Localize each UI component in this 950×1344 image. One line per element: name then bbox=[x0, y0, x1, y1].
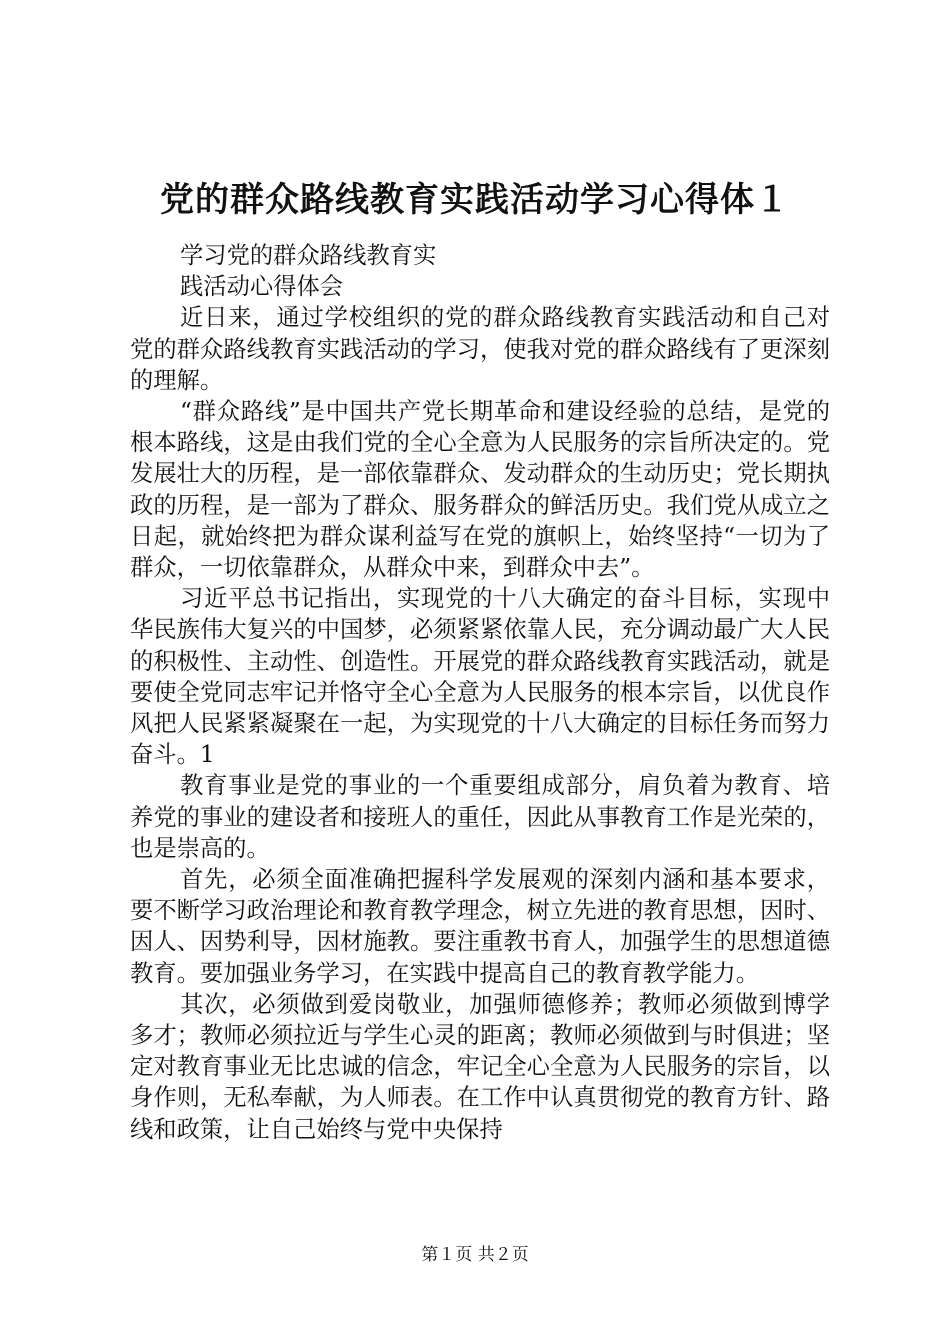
paragraph-first: 首先，必须全面准确把握科学发展观的深刻内涵和基本要求，要不断学习政治理论和教育教学理念，树立先进的教育思想，因时、因人、因势利导，因材施教。要注重教书育人，加强学生的思想道德教育。要加强业务学习，在实践中提高自己的教育教学能力。 bbox=[130, 866, 830, 987]
paragraph-intro: 近日来，通过学校组织的党的群众路线教育实践活动和自己对党的群众路线教育实践活动的学习，使我对党的群众路线有了更深刻的理解。 bbox=[130, 304, 830, 394]
paragraph-xi-quote: 习近平总书记指出，实现党的十八大确定的奋斗目标，实现中华民族伟大复兴的中国梦，必须紧紧依靠人民，充分调动最广大人民的积极性、主动性、创造性。开展党的群众路线教育实践活动，就是要使全党同志牢记并恪守全心全意为人民服务的根本宗旨，以优良作风把人民紧紧凝聚在一起，为实现党的十八大确定的目标任务而努力奋斗。1 bbox=[130, 585, 830, 769]
paragraph-education: 教育事业是党的事业的一个重要组成部分，肩负着为教育、培养党的事业的建设者和接班人的重任，因此从事教育工作是光荣的，也是崇高的。 bbox=[130, 772, 830, 862]
subtitle-line-1: 学习党的群众路线教育实 bbox=[180, 242, 437, 269]
paragraph-mass-line: “群众路线”是中国共产党长期革命和建设经验的总结，是党的根本路线，这是由我们党的全心全意为人民服务的宗旨所决定的。党发展壮大的历程，是一部依靠群众、发动群众的生动历史；党长期执政的历程，是一部为了群众、服务群众的鲜活历史。我们党从成立之日起，就始终把为群众谋利益写在党的旗帜上，始终坚持“一切为了群众，一切依靠群众，从群众中来，到群众中去”。 bbox=[130, 398, 830, 582]
subtitle-line-2: 践活动心得体会 bbox=[180, 273, 344, 301]
page-footer: 第１页 共２页 bbox=[421, 1245, 529, 1265]
paragraph-second: 其次，必须做到爱岗敬业，加强师德修养；教师必须做到博学多才；教师必须拉近与学生心灵的距离；教师必须做到与时俱进；坚定对教育事业无比忠诚的信念，牢记全心全意为人民服务的宗旨，以身作则，无私奉献，为人师表。在工作中认真贯彻党的教育方针、路线和政策，让自己始终与党中央保持 bbox=[130, 990, 830, 1143]
document-title: 党的群众路线教育实践活动学习心得体１ bbox=[160, 180, 790, 220]
document-body bbox=[130, 240, 830, 1145]
